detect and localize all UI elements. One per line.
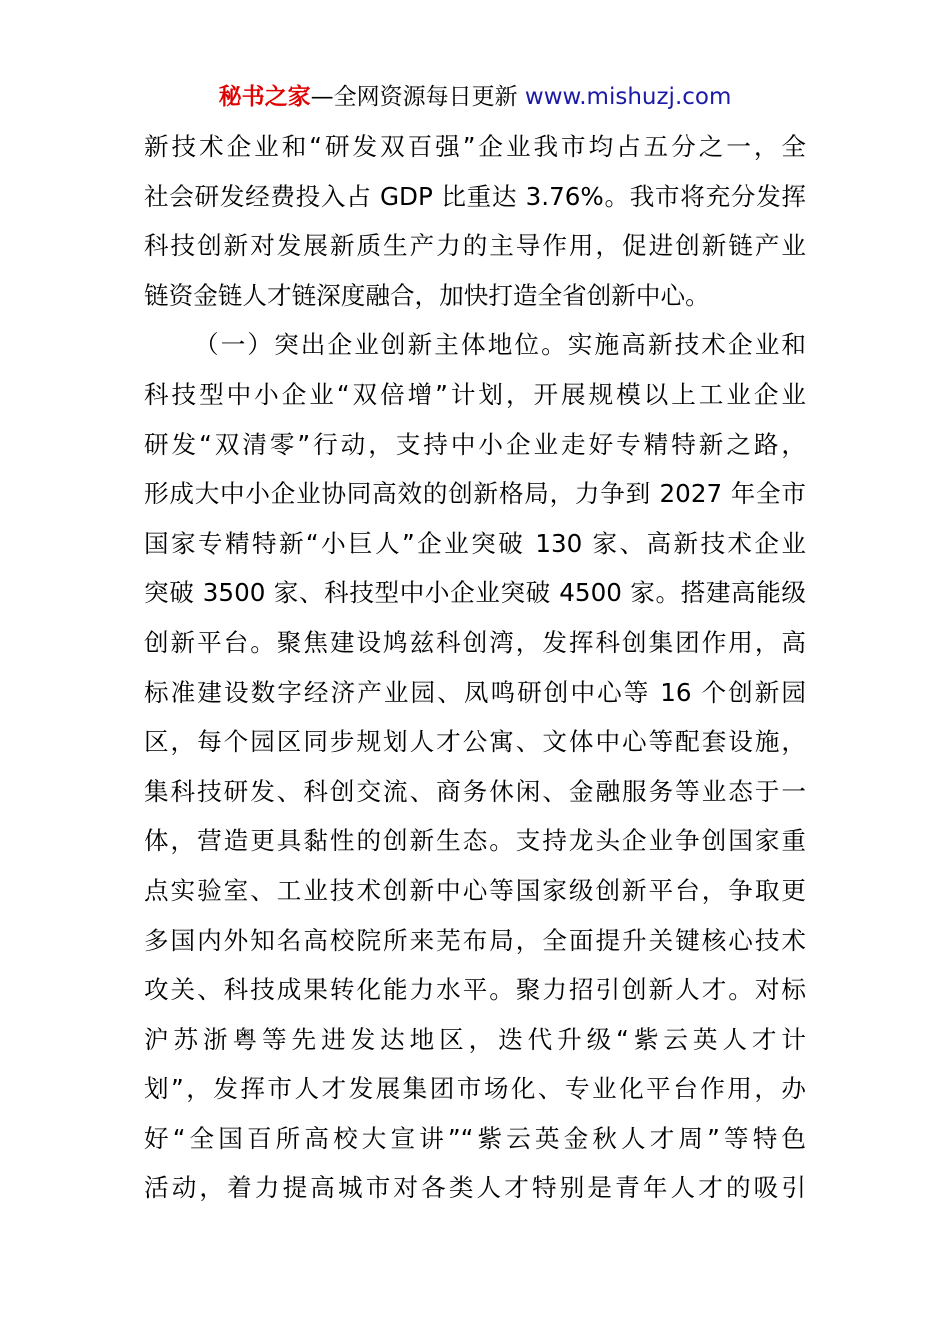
text-line: 集科技研发、科创交流、商务休闲、金融服务等业态于一 <box>144 776 806 806</box>
brand-name: 秘书之家 <box>218 84 311 110</box>
document-body <box>144 122 806 1213</box>
site-header <box>0 80 950 114</box>
text-line: 好“全国百所高校大宣讲”“紫云英金秋人才周”等特色 <box>144 1123 806 1153</box>
text-line: 研发“双清零”行动，支持中小企业走好专精特新之路， <box>144 429 806 459</box>
text-line: 科技型中小企业“双倍增”计划，开展规模以上工业企业 <box>144 379 806 409</box>
text-line: 标准建设数字经济产业园、凤鸣研创中心等 16 个创新园 <box>144 677 806 707</box>
text-line: 链资金链人才链深度融合，加快打造全省创新中心。 <box>144 280 710 310</box>
text-line: 体，营造更具黏性的创新生态。支持龙头企业争创国家重 <box>144 826 806 856</box>
text-line: 创新平台。聚焦建设鸠兹科创湾，发挥科创集团作用，高 <box>144 627 806 657</box>
text-line: 活动，着力提高城市对各类人才特别是青年人才的吸引 <box>144 1173 806 1203</box>
text-line: 多国内外知名高校院所来芜布局，全面提升关键核心技术 <box>144 925 806 955</box>
text-line: 划”，发挥市人才发展集团市场化、专业化平台作用，办 <box>144 1074 806 1104</box>
header-tagline: —全网资源每日更新 <box>310 84 518 110</box>
text-line: 科技创新对发展新质生产力的主导作用，促进创新链产业 <box>144 231 806 261</box>
site-url-link[interactable]: www.mishuzj.com <box>517 84 732 110</box>
text-line: 攻关、科技成果转化能力水平。聚力招引创新人才。对标 <box>144 975 806 1005</box>
text-line: 形成大中小企业协同高效的创新格局，力争到 2027 年全市 <box>144 479 806 509</box>
text-line: 新技术企业和“研发双百强”企业我市均占五分之一，全 <box>144 132 806 161</box>
text-line: 区，每个园区同步规划人才公寓、文体中心等配套设施， <box>144 727 806 757</box>
text-line: 突破 3500 家、科技型中小企业突破 4500 家。搭建高能级 <box>144 578 806 608</box>
text-line: 点实验室、工业技术创新中心等国家级创新平台，争取更 <box>144 875 806 905</box>
text-line: 国家专精特新“小巨人”企业突破 130 家、高新技术企业 <box>144 528 806 558</box>
paragraph-heading-line: （一）突出企业创新主体地位。实施高新技术企业和 <box>194 330 806 360</box>
text-line: 沪苏浙粤等先进发达地区，迭代升级“紫云英人才计 <box>144 1024 806 1054</box>
text-line: 社会研发经费投入占 GDP 比重达 3.76%。我市将充分发挥 <box>144 181 806 211</box>
